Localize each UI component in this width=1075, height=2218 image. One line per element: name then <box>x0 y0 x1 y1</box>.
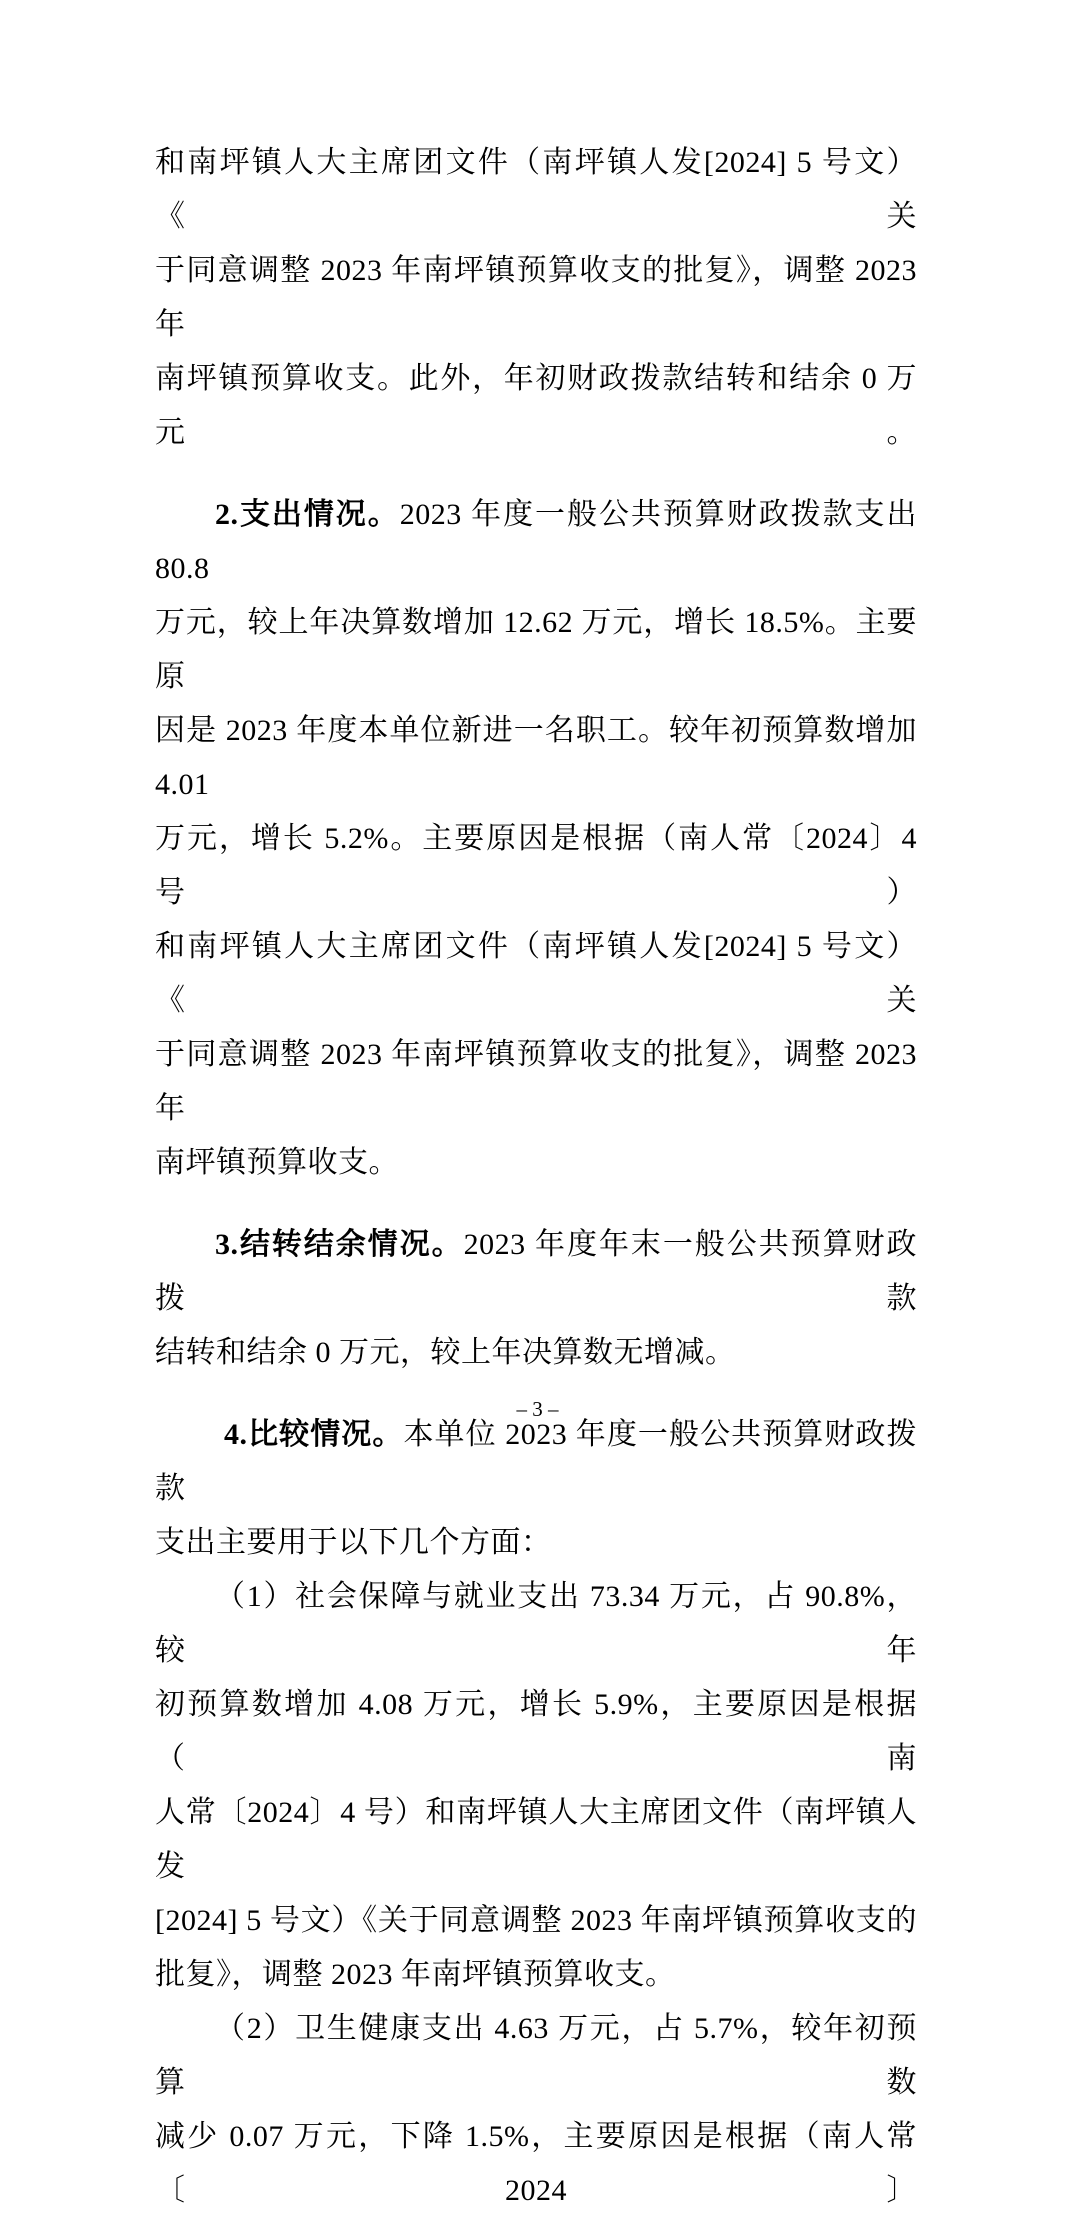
text-line: 支出主要用于以下几个方面： <box>155 1526 552 1559</box>
text-line: 和南坪镇人大主席团文件（南坪镇人发[2024] 5 号文）《关 <box>155 930 917 1017</box>
text-line: 因是 2023 年度本单位新进一名职工。较年初预算数增加 4.01 <box>155 714 917 801</box>
paragraph-heading: 4.比较情况。 <box>224 1418 404 1451</box>
text-line: 于同意调整 2023 年南坪镇预算收支的批复》，调整 2023 年 <box>155 254 917 341</box>
paragraph-heading: 2.支出情况。 <box>215 498 400 531</box>
text-line: [2024] 5 号文）《关于同意调整 2023 年南坪镇预算收支的 <box>155 1904 917 1937</box>
text-line: （2）卫生健康支出 4.63 万元，占 5.7%，较年初预算数 <box>155 2012 917 2099</box>
text-line: 3.结转结余情况。2023 年度年末一般公共预算财政拨款 <box>155 1228 918 1315</box>
text-line: 南坪镇预算收支。 <box>155 1146 399 1179</box>
text-line: 2.支出情况。2023 年度一般公共预算财政拨款支出 80.8 <box>155 498 918 585</box>
page-number: – 3 – <box>516 1397 559 1421</box>
text-line: 于同意调整 2023 年南坪镇预算收支的批复》，调整 2023 年 <box>155 1038 917 1125</box>
text-line: 初预算数增加 4.08 万元，增长 5.9%，主要原因是根据（南 <box>155 1688 917 1775</box>
text-line: 4.比较情况。本单位 2023 年度一般公共预算财政拨款 <box>155 1418 918 1505</box>
text-line: 万元，增长 5.2%。主要原因是根据（南人常〔2024〕4 号） <box>155 822 917 909</box>
text-line: （1）社会保障与就业支出 73.34 万元，占 90.8%，较年 <box>155 1580 917 1667</box>
text-line: 和南坪镇人大主席团文件（南坪镇人发[2024] 5 号文）《关 <box>155 146 917 233</box>
paragraph-heading: 3.结转结余情况。 <box>215 1228 464 1261</box>
text-line: 人常〔2024〕4 号）和南坪镇人大主席团文件（南坪镇人发 <box>155 1796 917 1883</box>
text-line: 减少 0.07 万元，下降 1.5%，主要原因是根据（南人常〔2024〕 <box>155 2120 917 2207</box>
text-line: 批复》，调整 2023 年南坪镇预算收支。 <box>155 1958 676 1991</box>
text-line: 结转和结余 0 万元，较上年决算数无增减。 <box>155 1336 736 1369</box>
text-line: 南坪镇预算收支。此外，年初财政拨款结转和结余 0 万元。 <box>155 362 917 449</box>
text-line: 万元，较上年决算数增加 12.62 万元，增长 18.5%。主要原 <box>155 606 917 693</box>
document-body <box>155 136 917 2218</box>
